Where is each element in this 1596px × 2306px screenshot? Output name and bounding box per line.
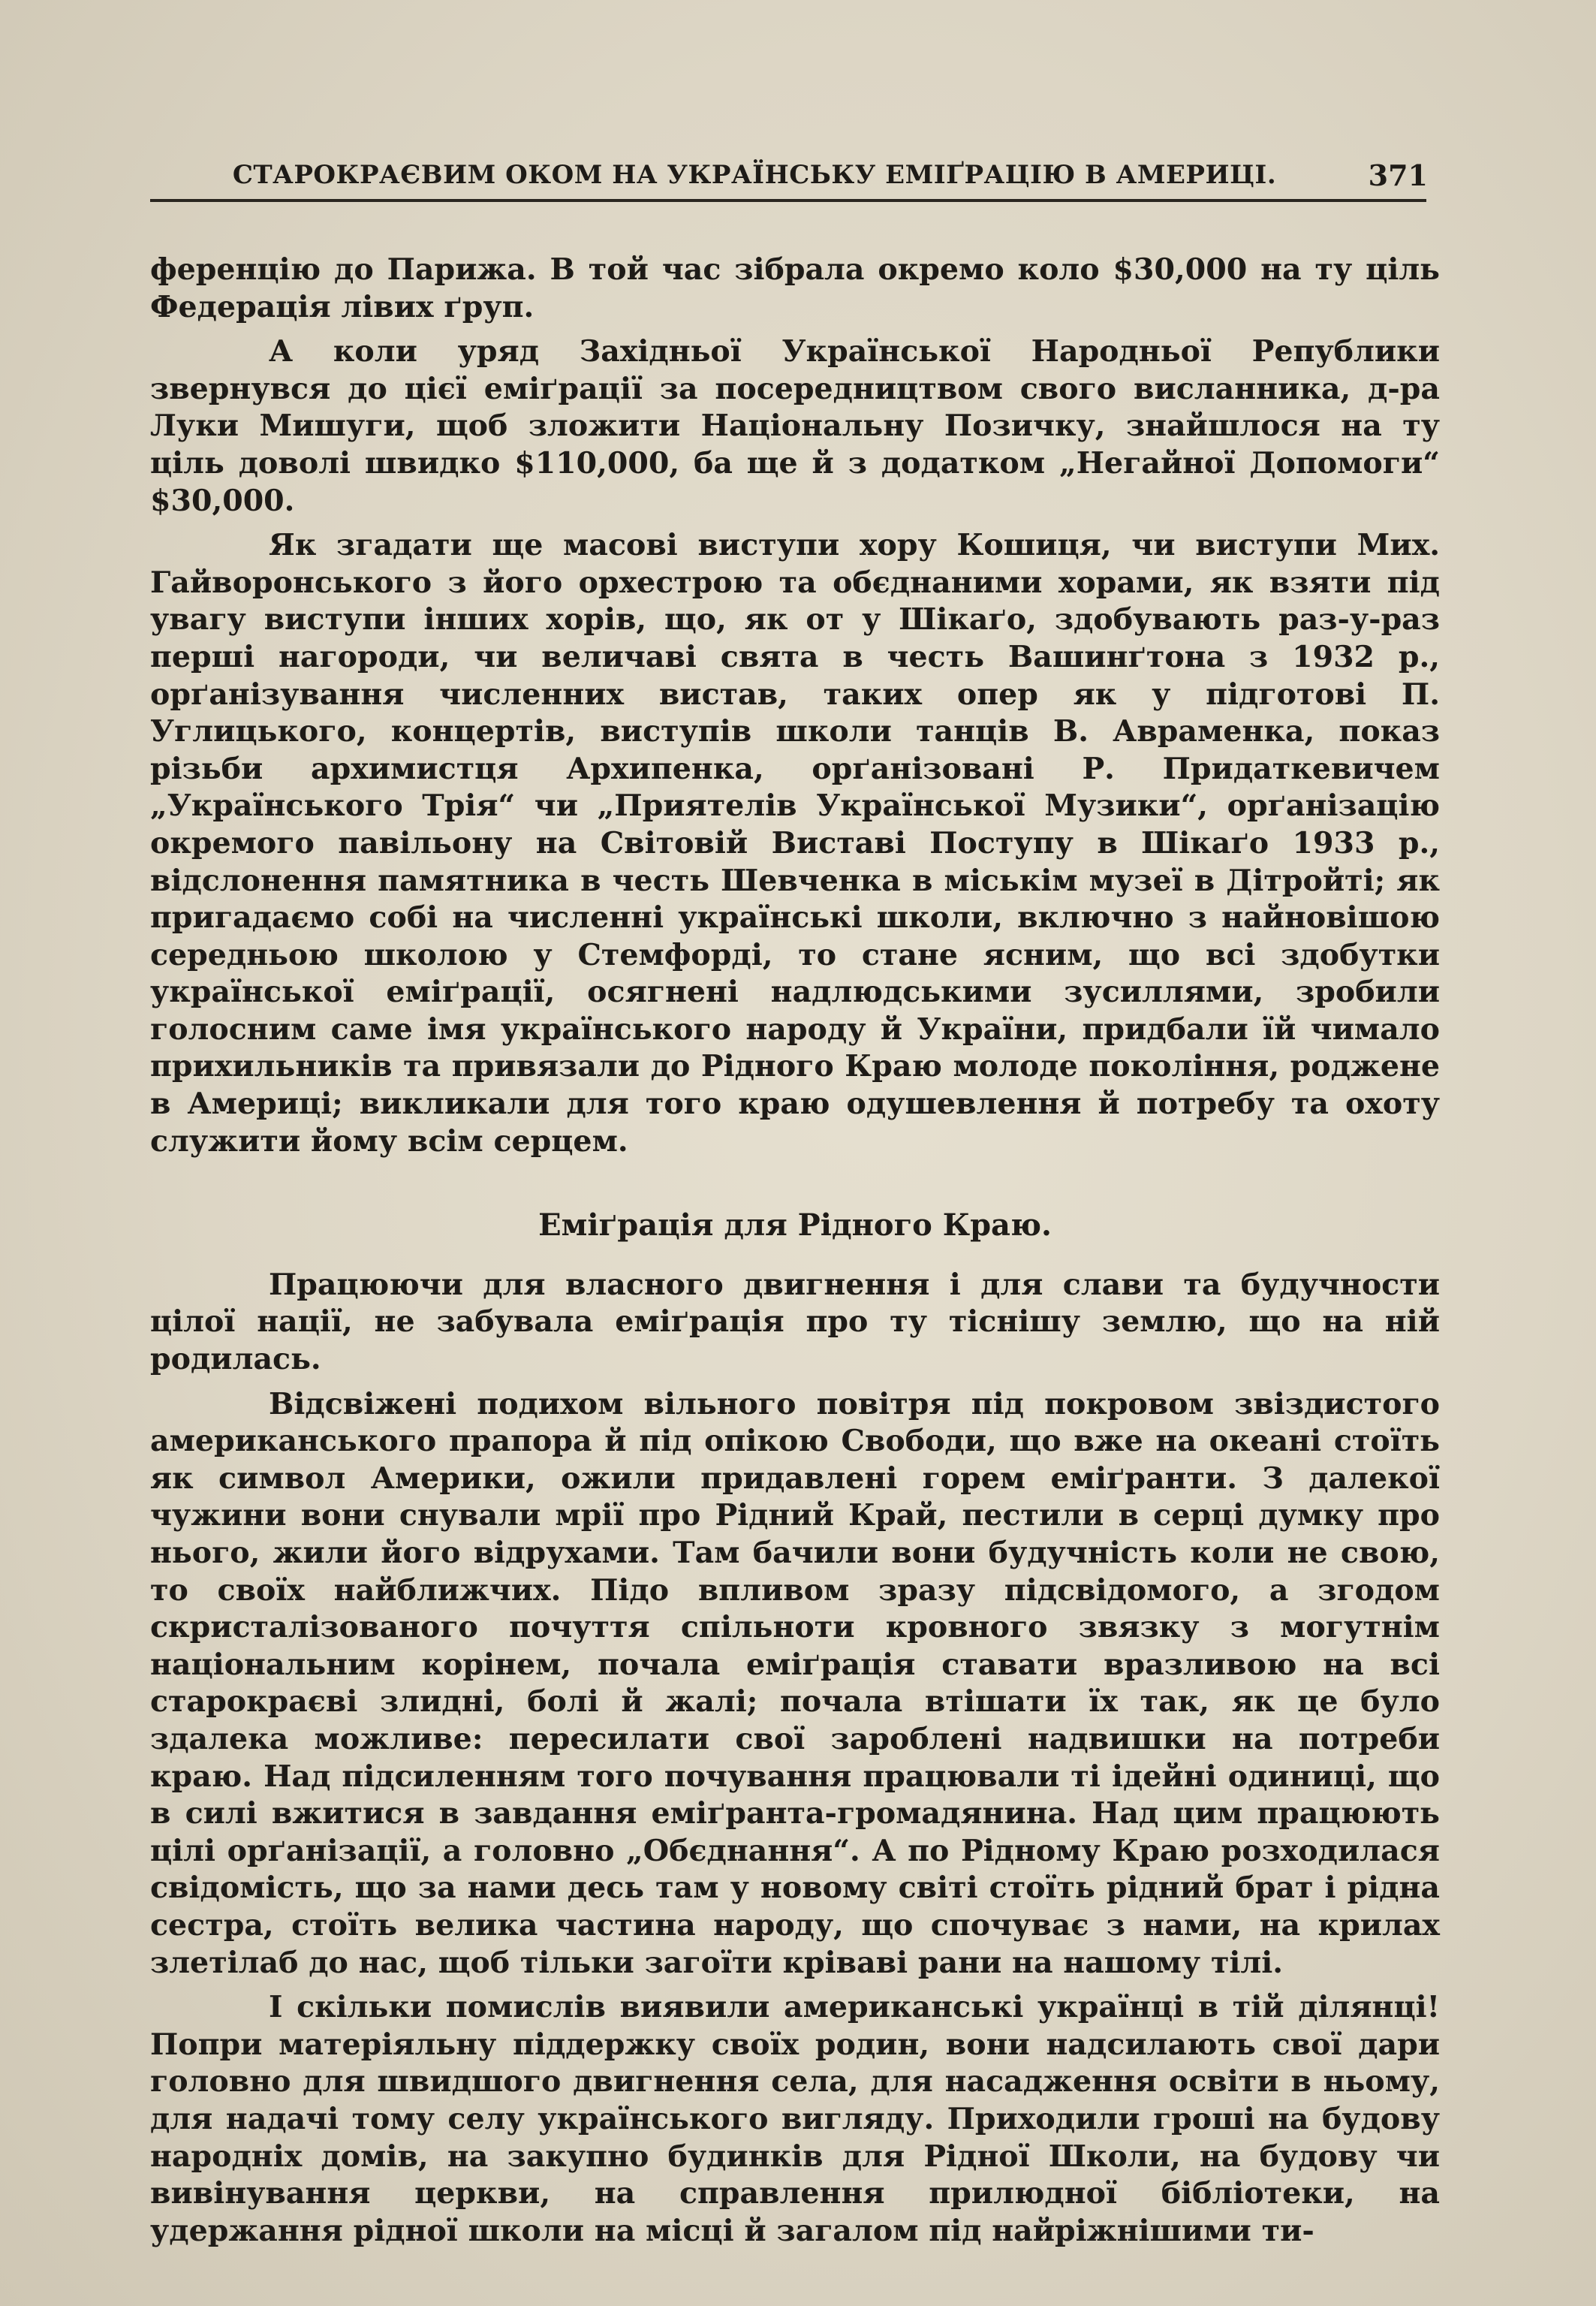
paragraph: А коли уряд Західньої Української Народньої Републики звернувся до цієї еміґрації за посередництвом свого висланника, д-ра Луки Мишуги, щоб зложити Національну Позичку, знайшлося на ту ціль доволі швидко $110,000, ба ще й з додатком „Негайної Допомоги“ $30,000. — [150, 334, 1440, 518]
paragraph: І скільки помислів виявили американські українці в тій ділянці! Попри матеріяльну піддержку своїх родин, вони надсилають свої дари головно для швидшого двигнення села, для насадження освіти в ньому, для надачі тому селу українського вигляду. Приходили гроші на будову народніх домів, на закупно будинків для Рідної Школи, на будову чи вивінування церкви, на справлення прилюдної бібліотеки, на удержання рідної школи на місці й загалом під найріжнішими ти- — [150, 1990, 1440, 2248]
paragraph: ференцію до Парижа. В той час зібрала окремо коло $30,000 на ту ціль Федерація лівих ґруп. — [150, 252, 1440, 324]
section-heading: Еміґрація для Рідного Краю. — [538, 1207, 1052, 1243]
header-rule — [150, 199, 1426, 202]
body-text — [150, 252, 1440, 2257]
paragraph: Працюючи для власного двигнення і для слави та будучности цілої нації, не забувала еміґрація про ту тіснішу землю, що на ній родилась. — [150, 1267, 1440, 1377]
page-number: 371 — [1368, 158, 1428, 192]
running-head — [150, 154, 1449, 199]
paragraph: Як згадати ще масові виступи хору Кошиця, чи виступи Мих. Гайворонського з його орхестрою та обєднаними хорами, як взяти під увагу виступи інших хорів, що, як от у Шікаґо, здобувають раз-у-раз перші нагороди, чи величаві свята в честь Вашинґтона з 1932 р., орґанізування численних вистав, таких опер як у підготові П. Углицького, концертів, виступів школи танців В. Авраменка, показ різьби архимистця Архипенка, орґанізовані Р. Придаткевичем „Українського Трія“ чи „Приятелів Української Музики“, орґанізацію окремого павільону на Світовій Виставі Поступу в Шікаґо 1933 р., відслонення памятника в честь Шевченка в міськім музеї в Дітройті; як пригадаємо собі на численні українські школи, включно з найновішою середньою школою у Стемфорді, то стане ясним, що всі здобутки української еміґрації, осягнені надлюдськими зусиллями, зробили голосним саме імя українського народу й України, придбали їй чимало прихильників та привязали до Рідного Краю молоде покоління, роджене в Америці; викликали для того краю одушевлення й потребу та охоту служити йому всім серцем. — [150, 528, 1440, 1159]
paragraph: Відсвіжені подихом вільного повітря під покровом звіздистого американського прапора й під опікою Свободи, що вже на океані стоїть як символ Америки, ожили придавлені горем еміґранти. З далекої чужини вони снували мрії про Рідний Край, пестили в серці думку про нього, жили його відрухами. Там бачили вони будучність коли не свою, то своїх найближчих. Підо впливом зразу підсвідомого, а згодом скристалізованого почуття спільноти кровного звязку з могутнім національним корінем, почала еміґрація ставати вразливою на всі старокраєві злидні, болі й жалі; почала втішати їх так, як це було здалека можливе: пересилати свої зароблені надвишки на потреби краю. Над підсиленням того почування працювали ті ідейні одиниці, що в силі вжитися в завдання еміґранта-громадянина. Над цим працюють цілі орґанізації, а головно „Обєднання“. А по Рідному Краю розходилася свідомість, що за нами десь там у новому світі стоїть рідний брат і рідна сестра, стоїть велика частина народу, що спочуває з нами, на крилах злетілаб до нас, щоб тільки загоїти кріваві рани на нашому тілі. — [150, 1386, 1440, 1980]
book-page — [150, 0, 1449, 2306]
running-title: СТАРОКРАЄВИМ ОКОМ НА УКРАЇНСЬКУ ЕМІҐРАЦІЮ В АМЕРИЦІ. — [232, 160, 1277, 190]
